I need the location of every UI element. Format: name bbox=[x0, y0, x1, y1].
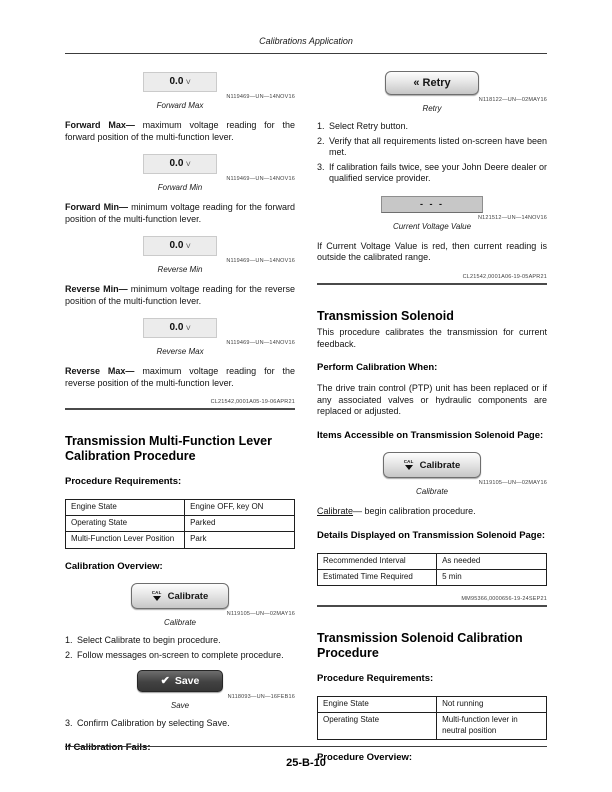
step-item bbox=[65, 650, 295, 662]
calibrate-button-label: Calibrate bbox=[167, 590, 209, 602]
figure-image bbox=[65, 153, 295, 174]
voltage-value-placeholder: - - - bbox=[381, 196, 483, 213]
details-table bbox=[317, 553, 547, 587]
definition-text: maximum voltage reading for the reverse position of the multi-function lever. bbox=[65, 366, 295, 388]
figure-save-button bbox=[65, 670, 295, 710]
down-arrow-icon bbox=[153, 596, 161, 601]
paragraph-red-voltage-note: If Current Voltage Value is red, then current reading is outside the calibrated range. bbox=[317, 240, 547, 263]
table-cell-key: Multi-Function Lever Position bbox=[66, 532, 185, 548]
subheading-calibration-overview: Calibration Overview: bbox=[65, 560, 163, 572]
paragraph-reverse-min bbox=[65, 284, 295, 307]
definition-term: Forward Min— bbox=[65, 202, 129, 213]
running-header bbox=[65, 36, 547, 54]
paragraph-calibrate-definition bbox=[317, 506, 547, 518]
step-item bbox=[317, 121, 547, 133]
figure-caption: Calibrate bbox=[415, 487, 448, 497]
calibrate-button bbox=[383, 452, 481, 478]
figure-calibrate-button bbox=[65, 581, 295, 627]
table-cell-value: Park bbox=[185, 532, 295, 548]
figure-image bbox=[65, 71, 295, 92]
down-arrow-icon bbox=[405, 465, 413, 470]
step-text: Select Retry button. bbox=[329, 121, 409, 131]
table-cell-value: Not running bbox=[437, 696, 547, 712]
step-item bbox=[65, 718, 295, 730]
figure-reference-code: N119469—UN—14NOV16 bbox=[226, 340, 295, 347]
definition-text: — begin calibration procedure. bbox=[353, 506, 476, 517]
retry-button bbox=[385, 71, 479, 95]
figure-reverse-min bbox=[65, 235, 295, 274]
subheading-details-displayed: Details Displayed on Transmission Solenoid Page: bbox=[317, 529, 546, 541]
step-text: Follow messages on-screen to complete procedure. bbox=[77, 649, 284, 660]
table-row bbox=[66, 532, 295, 548]
calibrate-button-label: Calibrate bbox=[419, 459, 461, 471]
section-heading-solenoid-procedure: Transmission Solenoid Calibration Procedure bbox=[317, 631, 523, 661]
section-divider bbox=[317, 283, 547, 285]
section-divider bbox=[65, 408, 295, 410]
section-heading-mfl-calibration: Transmission Multi-Function Lever Calibration Procedure bbox=[65, 434, 272, 463]
procedure-steps bbox=[317, 121, 547, 185]
section-heading-transmission-solenoid: Transmission Solenoid bbox=[317, 308, 454, 323]
table-row bbox=[66, 516, 295, 532]
calibration-icon: CAL bbox=[404, 460, 414, 471]
table-row bbox=[318, 553, 547, 569]
table-cell-value: Engine OFF, key ON bbox=[185, 499, 295, 515]
voltage-readout-button bbox=[143, 72, 217, 92]
definition-text: minimum voltage reading for the reverse position of the multi-function lever. bbox=[65, 284, 295, 306]
figure-caption: Calibrate bbox=[163, 618, 196, 628]
calibration-icon: CAL bbox=[152, 591, 162, 602]
table-cell-key: Recommended Interval bbox=[318, 553, 437, 569]
figure-caption: Current Voltage Value bbox=[392, 221, 472, 231]
step-number: 1. bbox=[317, 121, 325, 131]
section-reference-code: CL21542,0001A06-19-05APR21 bbox=[462, 273, 547, 280]
step-text: Verify that all requirements listed on-screen have been met. bbox=[329, 135, 547, 158]
retry-button-label: « Retry bbox=[413, 77, 451, 89]
step-text: Confirm Calibration by selecting Save. bbox=[77, 718, 230, 729]
checkmark-icon: ✔ bbox=[160, 674, 170, 687]
table-cell-key: Estimated Time Required bbox=[318, 570, 437, 586]
figure-caption: Forward Min bbox=[157, 183, 203, 193]
figure-forward-min bbox=[65, 153, 295, 192]
definition-term: Reverse Max— bbox=[65, 366, 135, 377]
running-header-title: Calibrations Application bbox=[259, 36, 353, 46]
figure-caption: Reverse Min bbox=[157, 265, 203, 275]
section-reference-code: CL21542,0001A05-19-06APR21 bbox=[210, 399, 295, 406]
voltage-readout-button bbox=[143, 154, 217, 174]
figure-reverse-max bbox=[65, 317, 295, 356]
voltage-unit: V bbox=[186, 325, 191, 333]
table-cell-value: Multi-function lever in neutral position bbox=[437, 713, 547, 740]
table-cell-value: 5 min bbox=[437, 570, 547, 586]
table-cell-key: Engine State bbox=[66, 499, 185, 515]
voltage-value: 0.0 bbox=[169, 158, 184, 170]
figure-current-voltage-value bbox=[317, 194, 547, 231]
figure-caption: Retry bbox=[422, 104, 442, 113]
step-number: 1. bbox=[65, 635, 73, 646]
figure-image bbox=[317, 450, 547, 478]
voltage-readout-button bbox=[143, 318, 217, 338]
figure-image bbox=[317, 71, 547, 95]
step-item bbox=[65, 635, 295, 647]
subheading-items-accessible: Items Accessible on Transmission Solenoid Page: bbox=[317, 429, 544, 441]
definition-text: maximum voltage reading for the forward position of the multi-function lever. bbox=[65, 120, 295, 142]
step-item bbox=[317, 162, 547, 185]
voltage-readout-button bbox=[143, 236, 217, 256]
paragraph-forward-max bbox=[65, 120, 295, 143]
figure-image bbox=[65, 581, 295, 609]
figure-caption: Save bbox=[170, 701, 190, 711]
voltage-unit: V bbox=[186, 79, 191, 86]
voltage-value: 0.0 bbox=[169, 76, 184, 87]
figure-image bbox=[65, 235, 295, 256]
subheading-perform-calibration-when: Perform Calibration When: bbox=[317, 362, 438, 374]
definition-text: minimum voltage reading for the forward position of the multi-function lever. bbox=[65, 202, 295, 224]
table-cell-key: Engine State bbox=[318, 696, 437, 712]
table-row bbox=[318, 696, 547, 712]
voltage-unit: V bbox=[186, 161, 191, 169]
table-cell-value: As needed bbox=[437, 553, 547, 569]
left-column bbox=[65, 62, 295, 770]
subheading-procedure-requirements: Procedure Requirements: bbox=[317, 672, 434, 684]
subheading-procedure-requirements: Procedure Requirements: bbox=[65, 475, 182, 487]
step-item bbox=[317, 136, 547, 159]
running-footer bbox=[65, 746, 547, 771]
table-row bbox=[66, 499, 295, 515]
step-text: Select Calibrate to begin procedure. bbox=[77, 635, 221, 646]
figure-forward-max bbox=[65, 71, 295, 110]
figure-reference-code: N121512—UN—14NOV16 bbox=[477, 214, 547, 221]
figure-reference-code: N119469—UN—14NOV16 bbox=[226, 258, 295, 265]
requirements-table bbox=[317, 696, 547, 740]
section-divider bbox=[317, 605, 547, 607]
page-number: 25-B-10 bbox=[286, 757, 326, 769]
table-cell-key: Operating State bbox=[66, 516, 185, 532]
figure-caption: Forward Max bbox=[156, 101, 204, 110]
paragraph-perform-when: The drive train control (PTP) unit has been replaced or if any associated valves or hydraulic components are replaced or adjusted. bbox=[317, 383, 547, 417]
figure-retry-button bbox=[317, 71, 547, 113]
paragraph-reverse-max bbox=[65, 366, 295, 389]
subheading-procedure-overview: Procedure Overview: bbox=[317, 752, 413, 764]
step-number: 2. bbox=[65, 649, 73, 660]
figure-reference-code: N119469—UN—14NOV16 bbox=[226, 176, 295, 183]
step-number: 2. bbox=[317, 135, 325, 146]
requirements-table bbox=[65, 499, 295, 549]
step-number: 3. bbox=[317, 161, 325, 172]
procedure-steps bbox=[65, 635, 295, 661]
figure-reference-code: N118093—UN—16FEB16 bbox=[227, 694, 295, 701]
figure-reference-code: N119105—UN—02MAY16 bbox=[226, 611, 295, 618]
save-button bbox=[137, 670, 223, 692]
paragraph-forward-min bbox=[65, 202, 295, 225]
step-text: If calibration fails twice, see your John Deere dealer or qualified service provider. bbox=[329, 161, 547, 184]
definition-term: Reverse Min— bbox=[65, 284, 128, 295]
figure-reference-code: N119469—UN—14NOV16 bbox=[226, 94, 295, 100]
figure-image bbox=[65, 317, 295, 338]
table-cell-value: Parked bbox=[185, 516, 295, 532]
section-reference-code: MM95366,0000656-19-24SEP21 bbox=[461, 596, 547, 603]
voltage-value: 0.0 bbox=[169, 322, 184, 334]
subheading-if-calibration-fails: If Calibration Fails: bbox=[65, 741, 151, 753]
figure-calibrate-button bbox=[317, 450, 547, 496]
two-column-layout bbox=[65, 62, 547, 770]
save-button-label: Save bbox=[174, 675, 200, 688]
figure-reference-code: N119105—UN—02MAY16 bbox=[478, 480, 547, 487]
procedure-steps bbox=[65, 718, 295, 730]
table-row bbox=[318, 570, 547, 586]
calibrate-button bbox=[131, 583, 229, 609]
figure-image bbox=[317, 194, 547, 213]
definition-term: Forward Max— bbox=[65, 120, 135, 130]
table-cell-key: Operating State bbox=[318, 713, 437, 740]
table-row bbox=[318, 713, 547, 740]
figure-image bbox=[65, 670, 295, 692]
voltage-unit: V bbox=[186, 243, 191, 251]
voltage-value: 0.0 bbox=[169, 240, 184, 252]
paragraph-solenoid-intro: This procedure calibrates the transmission for current feedback. bbox=[317, 327, 547, 349]
step-number: 3. bbox=[65, 718, 73, 729]
definition-term: Calibrate bbox=[317, 506, 354, 517]
figure-caption: Reverse Max bbox=[156, 347, 204, 357]
right-column bbox=[317, 62, 547, 770]
figure-reference-code: N118122—UN—02MAY16 bbox=[478, 97, 547, 103]
